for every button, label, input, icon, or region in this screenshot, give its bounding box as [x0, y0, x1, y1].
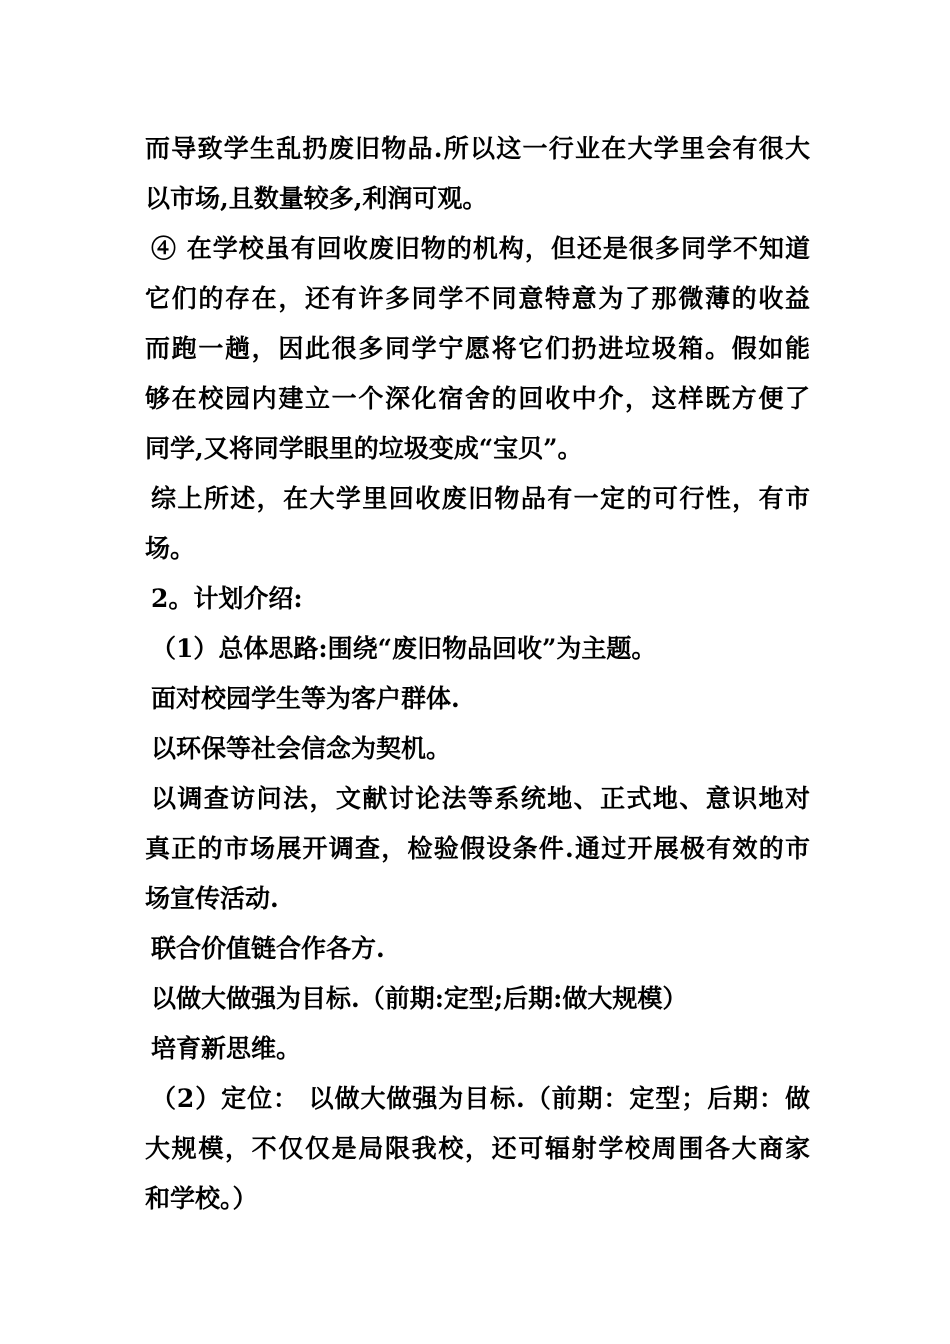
- text-line-3: ④ 在学校虽有回收废旧物的机构，但还是很多同学不知道: [151, 234, 810, 263]
- text-line-8: 综上所述，在大学里回收废旧物品有一定的可行性，有市: [151, 484, 810, 513]
- text-line-17: 联合价值链合作各方.: [151, 934, 385, 963]
- text-line-22: 和学校。）: [145, 1184, 258, 1213]
- text-line-12: 面对校园学生等为客户群体.: [151, 684, 460, 713]
- text-line-21: 大规模，不仅仅是局限我校，还可辐射学校周围各大商家: [145, 1134, 810, 1163]
- text-line-14: 以调查访问法，文献讨论法等系统地、正式地、意识地对: [151, 784, 810, 813]
- text-line-5: 而跑一趟，因此很多同学宁愿将它们扔进垃圾箱。假如能: [145, 334, 810, 363]
- text-line-7: 同学,又将同学眼里的垃圾变成“宝贝”。: [145, 434, 583, 463]
- subheading-overall-idea: （1）总体思路:围绕“废旧物品回收”为主题。: [151, 634, 657, 663]
- text-line-9: 场。: [145, 534, 196, 563]
- subheading-positioning: （2）定位： 以做大做强为目标.（前期：定型；后期：做: [151, 1084, 810, 1113]
- text-line-13: 以环保等社会信念为契机。: [151, 734, 452, 763]
- section-heading-plan: 2。计划介绍:: [151, 584, 303, 613]
- text-line-6: 够在校园内建立一个深化宿舍的回收中介，这样既方便了: [145, 384, 810, 413]
- text-line-19: 培育新思维。: [151, 1034, 302, 1063]
- text-line-1: 而导致学生乱扔废旧物品.所以这一行业在大学里会有很大: [145, 134, 810, 163]
- text-line-2: 以市场,且数量较多,利润可观。: [145, 184, 488, 213]
- text-line-15: 真正的市场展开调查，检验假设条件.通过开展极有效的市: [145, 834, 810, 863]
- document-body: [145, 124, 810, 1224]
- text-line-18: 以做大做强为目标.（前期:定型;后期:做大规模）: [151, 984, 688, 1013]
- text-line-16: 场宣传活动.: [145, 884, 279, 913]
- text-line-4: 它们的存在，还有许多同学不同意特意为了那微薄的收益: [145, 284, 810, 313]
